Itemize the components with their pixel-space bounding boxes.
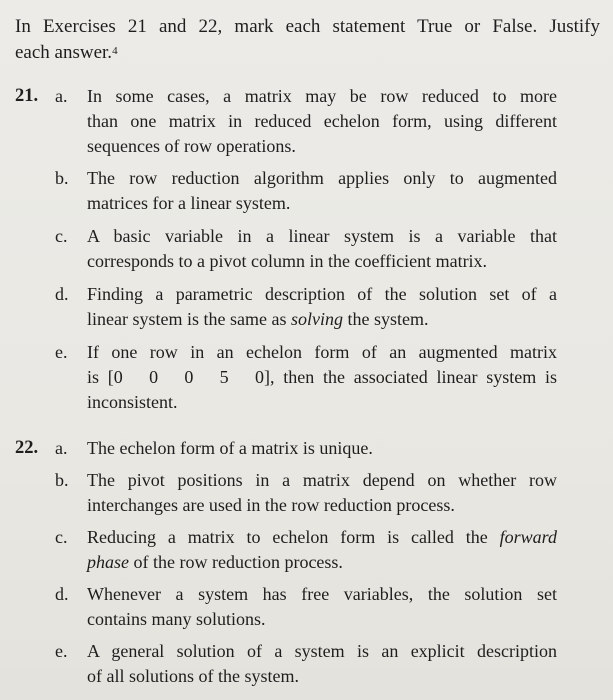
exercise-number: 21. (15, 86, 39, 106)
statement-line: inconsistent. (87, 392, 178, 412)
statement-line: The row reduction algorithm applies only to augmented (87, 168, 557, 188)
statement-text: of the row reduction process. (129, 552, 343, 572)
statement-text: the system. (342, 309, 429, 329)
statement-line: A general solution of a system is an explicit description (87, 641, 557, 661)
statement-line: A basic variable in a linear system is a variable that (87, 226, 557, 246)
statement-line: corresponds to a pivot column in the coefficient matrix. (87, 251, 488, 271)
statement-line: of all solutions of the system. (87, 666, 299, 686)
statement-line (87, 365, 557, 390)
statement-line: The echelon form of a matrix is unique. (87, 438, 373, 458)
item-letter: e. (55, 641, 68, 661)
statement-line: than one matrix in reduced echelon form, using different (87, 111, 557, 131)
item-letter: e. (55, 342, 68, 362)
statement-line (87, 550, 557, 575)
statement-line: matrices for a linear system. (87, 193, 291, 213)
item-letter: d. (55, 584, 69, 604)
statement-text: is (87, 367, 108, 387)
item-letter: b. (55, 168, 69, 188)
item-statement (87, 468, 557, 518)
item-statement (87, 436, 557, 461)
item-letter: b. (55, 470, 69, 490)
exercise-instructions (15, 14, 600, 66)
statement-line (87, 307, 557, 332)
item-statement (87, 525, 557, 575)
item-letter: a. (55, 86, 68, 106)
exercise-number: 22. (15, 438, 39, 458)
statement-line: Whenever a system has free variables, the solution set (87, 584, 557, 604)
item-letter: c. (55, 226, 68, 246)
item-statement (87, 282, 557, 332)
statement-line: The pivot positions in a matrix depend on whether row (87, 470, 557, 490)
statement-line: Finding a parametric description of the solution set of a (87, 284, 557, 304)
item-statement (87, 224, 557, 274)
statement-text: , then the associated linear system is (269, 367, 557, 387)
item-letter: a. (55, 438, 68, 458)
instructions-line-2 (15, 40, 600, 66)
statement-text: linear system is the same as (87, 309, 291, 329)
instructions-line-2-text: each answer. (15, 42, 113, 63)
item-letter: c. (55, 527, 68, 547)
item-letter: d. (55, 284, 69, 304)
statement-line: interchanges are used in the row reduction process. (87, 495, 455, 515)
item-statement (87, 84, 557, 159)
item-statement (87, 340, 557, 415)
row-matrix: [0 0 0 5 0] (107, 367, 270, 387)
emphasized-term: solving (290, 309, 343, 329)
item-statement (87, 166, 557, 216)
instructions-line-1: In Exercises 21 and 22, mark each statement True or False. Justify (15, 16, 600, 37)
statement-line: sequences of row operations. (87, 136, 296, 156)
emphasized-term: phase (87, 552, 129, 572)
item-statement (87, 639, 557, 689)
statement-line: If one row in an echelon form of an augmented matrix (87, 342, 557, 362)
statement-line: In some cases, a matrix may be row reduced to more (87, 86, 557, 106)
emphasized-term: forward (499, 527, 557, 547)
statement-text: Reducing a matrix to echelon form is called the (87, 527, 500, 547)
statement-line: contains many solutions. (87, 609, 266, 629)
statement-line (87, 525, 557, 550)
footnote-marker: 4 (112, 45, 118, 57)
item-statement (87, 582, 557, 632)
